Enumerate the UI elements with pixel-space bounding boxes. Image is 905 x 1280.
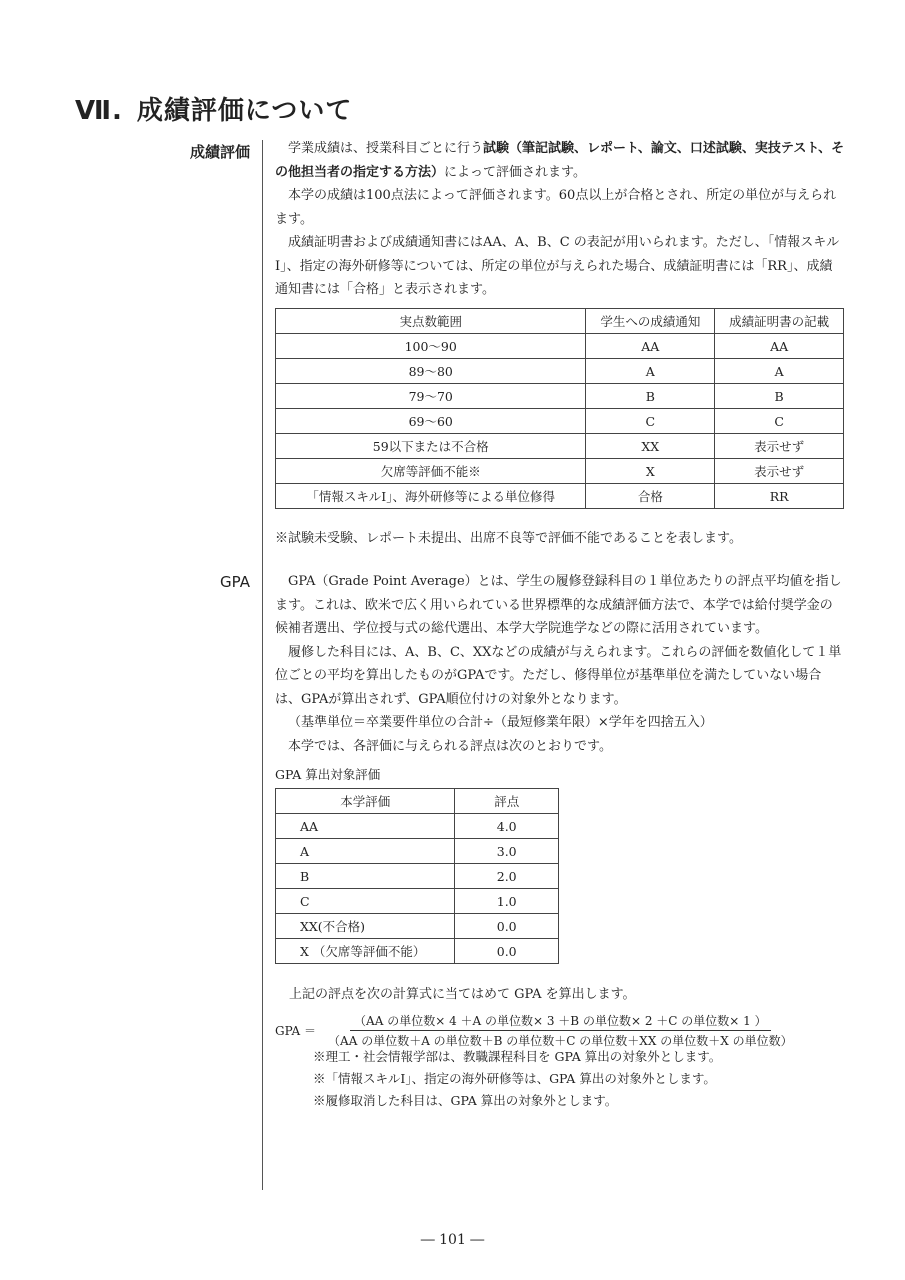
table-cell: 89〜80 [276, 359, 586, 384]
gpa-paragraph-1: GPA（Grade Point Average）とは、学生の履修登録科目の１単位あたりの評点平均値を指します。これは、欧米で広く用いられている世界標準的な成績評価方法で、本学では給付奨学金の候補者選出、学位授与式の総代選出、本学大学院進学などの際に活用されています。 [275, 574, 842, 636]
table-row [276, 334, 844, 359]
gpa-paragraph-2: 履修した科目には、A、B、C、XXなどの成績が与えられます。これらの評価を数値化して１単位ごとの平均を算出したものがGPAです。ただし、修得単位が基準単位を満たしていない場合は、GPAが算出されず、GPA順位付けの対象外となります。 [275, 644, 842, 707]
table-cell: 合格 [586, 484, 715, 509]
table-cell: A [586, 359, 715, 384]
table-cell: 79〜70 [276, 384, 586, 409]
vertical-divider [262, 140, 263, 1190]
gpa-table [275, 788, 559, 964]
grading-paragraph-3: 成績証明書および成績通知書にはAA、A、B、C の表記が用いられます。ただし、「情報スキルⅠ」、指定の海外研修等については、所定の単位が与えられた場合、成績証明書には「RR」、成績通知書には「合格」と表示されます。 [275, 235, 840, 297]
page-number: ― 101 ― [420, 1232, 485, 1248]
table-cell: 69〜60 [276, 409, 586, 434]
table-cell: 4.0 [455, 814, 559, 839]
table-cell: X [586, 459, 715, 484]
section-number: Ⅶ. [75, 96, 123, 126]
table-cell: A [715, 359, 844, 384]
gpa-notes [313, 1046, 721, 1112]
table-cell: 1.0 [455, 889, 559, 914]
table-cell: RR [715, 484, 844, 509]
formula-lhs: GPA ＝ [275, 1024, 317, 1038]
table-row [276, 939, 559, 964]
gpa-label: GPA [220, 573, 250, 591]
formula-fraction [324, 1012, 797, 1049]
table-cell: XX(不合格) [276, 914, 455, 939]
table-cell: 100〜90 [276, 334, 586, 359]
table-cell: 表示せず [715, 434, 844, 459]
grading-paragraph-1 [275, 137, 845, 184]
grading-footnote: ※試験未受験、レポート未提出、出席不良等で評価不能であることを表します。 [275, 531, 742, 546]
table-cell: A [276, 839, 455, 864]
gpa-table-header-cell: 評点 [455, 789, 559, 814]
gpa-paragraph-4: 本学では、各評価に与えられる評点は次のとおりです。 [288, 738, 612, 754]
table-cell: 「情報スキルⅠ」、海外研修等による単位修得 [276, 484, 586, 509]
table-row [276, 864, 559, 889]
grade-table-header-cell: 成績証明書の記載 [715, 309, 844, 334]
table-row [276, 814, 559, 839]
table-cell: X （欠席等評価不能） [276, 939, 455, 964]
grading-para1-prefix: 学業成績は、授業科目ごとに行う [288, 141, 484, 156]
table-cell: AA [586, 334, 715, 359]
table-row [276, 889, 559, 914]
table-cell: AA [276, 814, 455, 839]
gpa-paragraph-3: （基準単位＝卒業要件単位の合計÷（最短修業年限）×学年を四捨五入） [288, 715, 713, 730]
gpa-note: ※履修取消した科目は、GPA 算出の対象外とします。 [313, 1093, 618, 1108]
page-title [75, 90, 352, 127]
grading-label: 成績評価 [189, 143, 250, 161]
table-cell: C [276, 889, 455, 914]
table-cell: 表示せず [715, 459, 844, 484]
table-row [276, 434, 844, 459]
gpa-table-header [276, 789, 559, 814]
gpa-text [275, 570, 845, 758]
gpa-note: ※「情報スキルⅠ」、指定の海外研修等は、GPA 算出の対象外とします。 [313, 1071, 716, 1086]
table-cell: 2.0 [455, 864, 559, 889]
section-title: 成績評価について [136, 96, 353, 126]
table-cell: C [715, 409, 844, 434]
table-row [276, 839, 559, 864]
table-cell: B [276, 864, 455, 889]
gpa-note: ※理工・社会情報学部は、教職課程科目を GPA 算出の対象外とします。 [313, 1049, 722, 1064]
table-row [276, 359, 844, 384]
table-cell: AA [715, 334, 844, 359]
table-cell: 59以下または不合格 [276, 434, 586, 459]
grading-paragraph-2: 本学の成績は100点法によって評価されます。60点以上が合格とされ、所定の単位が与えられます。 [275, 188, 837, 227]
gpa-table-header-cell: 本学評価 [276, 789, 455, 814]
table-row [276, 484, 844, 509]
table-cell: 3.0 [455, 839, 559, 864]
grading-para1-suffix: によって評価されます。 [444, 164, 586, 180]
table-cell: B [586, 384, 715, 409]
table-row [276, 459, 844, 484]
table-cell: 0.0 [455, 914, 559, 939]
table-cell: XX [586, 434, 715, 459]
grading-text [275, 137, 845, 302]
grading-para1-bold: 試験（筆記試験、レポート、論文、口述試験、実技テスト、その他担当者の指定する方法） [275, 141, 845, 180]
table-cell: C [586, 409, 715, 434]
table-row [276, 384, 844, 409]
formula-denominator: （AA の単位数＋A の単位数＋B の単位数＋C の単位数＋XX の単位数＋X の単位数） [328, 1034, 793, 1048]
grade-table-header-cell: 実点数範囲 [276, 309, 586, 334]
table-cell: 0.0 [455, 939, 559, 964]
table-row [276, 914, 559, 939]
grade-table [275, 308, 844, 509]
table-cell: 欠席等評価不能※ [276, 459, 586, 484]
gpa-table-caption: GPA 算出対象評価 [275, 767, 381, 782]
gpa-formula [275, 1012, 797, 1049]
formula-intro: 上記の評点を次の計算式に当てはめて GPA を算出します。 [289, 987, 636, 1002]
table-cell: B [715, 384, 844, 409]
table-row [276, 409, 844, 434]
grade-table-header [276, 309, 844, 334]
grade-table-header-cell: 学生への成績通知 [586, 309, 715, 334]
formula-numerator: （AA の単位数× 4 ＋A の単位数× 3 ＋B の単位数× 2 ＋C の単位数× 1 ） [350, 1012, 771, 1031]
